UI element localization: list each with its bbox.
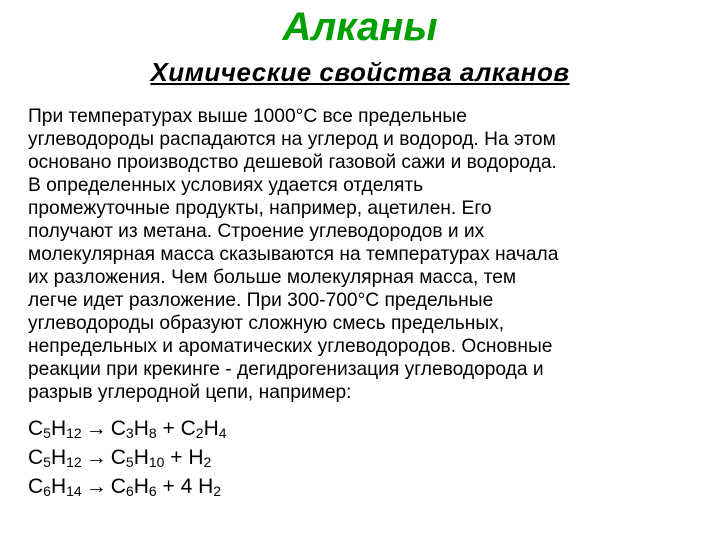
body-paragraph xyxy=(28,105,700,404)
equation-line xyxy=(28,443,688,472)
subscript: 3 xyxy=(125,425,134,441)
reaction-arrow-icon: → xyxy=(85,446,107,469)
chemical-formula xyxy=(181,475,221,498)
element-symbol: C xyxy=(180,417,196,440)
element-symbol: H xyxy=(133,417,149,440)
element-symbol: H xyxy=(188,446,204,469)
element-symbol: C xyxy=(28,446,44,469)
paragraph-line: непредельных и ароматических углеводородов. Основные xyxy=(28,336,553,357)
paragraph-line: реакции при крекинге - дегидрогенизация углеводорода и xyxy=(28,359,544,380)
subscript: 2 xyxy=(195,425,204,441)
subscript: 14 xyxy=(66,483,82,499)
element-symbol: H xyxy=(198,475,214,498)
paragraph-line: легче идет разложение. При 300-700°С предельные xyxy=(28,290,494,311)
paragraph-line: углеводороды образуют сложную смесь предельных, xyxy=(28,313,505,334)
chemical-formula xyxy=(111,446,165,469)
subscript: 8 xyxy=(148,425,157,441)
paragraph-line: углеводороды распадаются на углерод и водород. На этом xyxy=(28,129,556,150)
subscript: 6 xyxy=(148,483,157,499)
paragraph-line: получают из метана. Строение углеводородов и их xyxy=(28,221,485,242)
paragraph-line: их разложения. Чем больше молекулярная масса, тем xyxy=(28,267,517,288)
subscript: 2 xyxy=(213,483,222,499)
reaction-equations xyxy=(28,414,688,501)
subscript: 4 xyxy=(218,425,227,441)
chemical-formula xyxy=(28,475,82,498)
chemical-formula xyxy=(111,475,157,498)
equation-line xyxy=(28,414,688,443)
paragraph-line: При температурах выше 1000°С все предельные xyxy=(28,106,467,127)
subscript: 6 xyxy=(43,483,51,499)
element-symbol: C xyxy=(110,475,126,498)
element-symbol: H xyxy=(50,446,67,469)
element-symbol: H xyxy=(133,475,149,498)
slide-subtitle: Химические свойства алканов xyxy=(150,57,570,87)
paragraph-line: основано производство дешевой газовой сажи и водорода. xyxy=(28,152,557,173)
paragraph-line: разрыв углеродной цепи, например: xyxy=(28,382,352,403)
element-symbol: H xyxy=(133,446,149,469)
chemical-formula xyxy=(181,417,227,440)
paragraph-line: В определенных условиях удается отделять xyxy=(28,175,424,196)
subscript: 12 xyxy=(66,454,82,470)
subscript: 6 xyxy=(125,483,134,499)
subscript: 12 xyxy=(66,425,82,441)
element-symbol: C xyxy=(28,475,44,498)
subscript: 5 xyxy=(43,454,51,470)
chemical-formula xyxy=(111,417,157,440)
subscript: 5 xyxy=(125,454,134,470)
reaction-arrow-icon: → xyxy=(85,475,107,498)
element-symbol: H xyxy=(203,417,219,440)
equation-line xyxy=(28,472,688,501)
paragraph-line: молекулярная масса сказываются на температурах начала xyxy=(28,244,559,265)
element-symbol: C xyxy=(110,446,126,469)
chemical-formula xyxy=(188,446,211,469)
plus-sign: + xyxy=(156,475,181,498)
paragraph-line: промежуточные продукты, например, ацетилен. Его xyxy=(28,198,492,219)
reaction-arrow-icon: → xyxy=(85,417,107,440)
slide-title: Алканы xyxy=(282,5,438,49)
chemical-formula xyxy=(28,446,82,469)
subscript: 2 xyxy=(203,454,212,470)
subscript: 5 xyxy=(43,425,51,441)
subscript: 10 xyxy=(148,454,165,470)
plus-sign: + xyxy=(164,446,189,469)
element-symbol: C xyxy=(110,417,126,440)
element-symbol: H xyxy=(50,475,67,498)
plus-sign: + xyxy=(156,417,181,440)
element-symbol: H xyxy=(50,417,67,440)
coefficient: 4 xyxy=(180,475,199,498)
chemical-formula xyxy=(28,417,82,440)
element-symbol: C xyxy=(28,417,44,440)
